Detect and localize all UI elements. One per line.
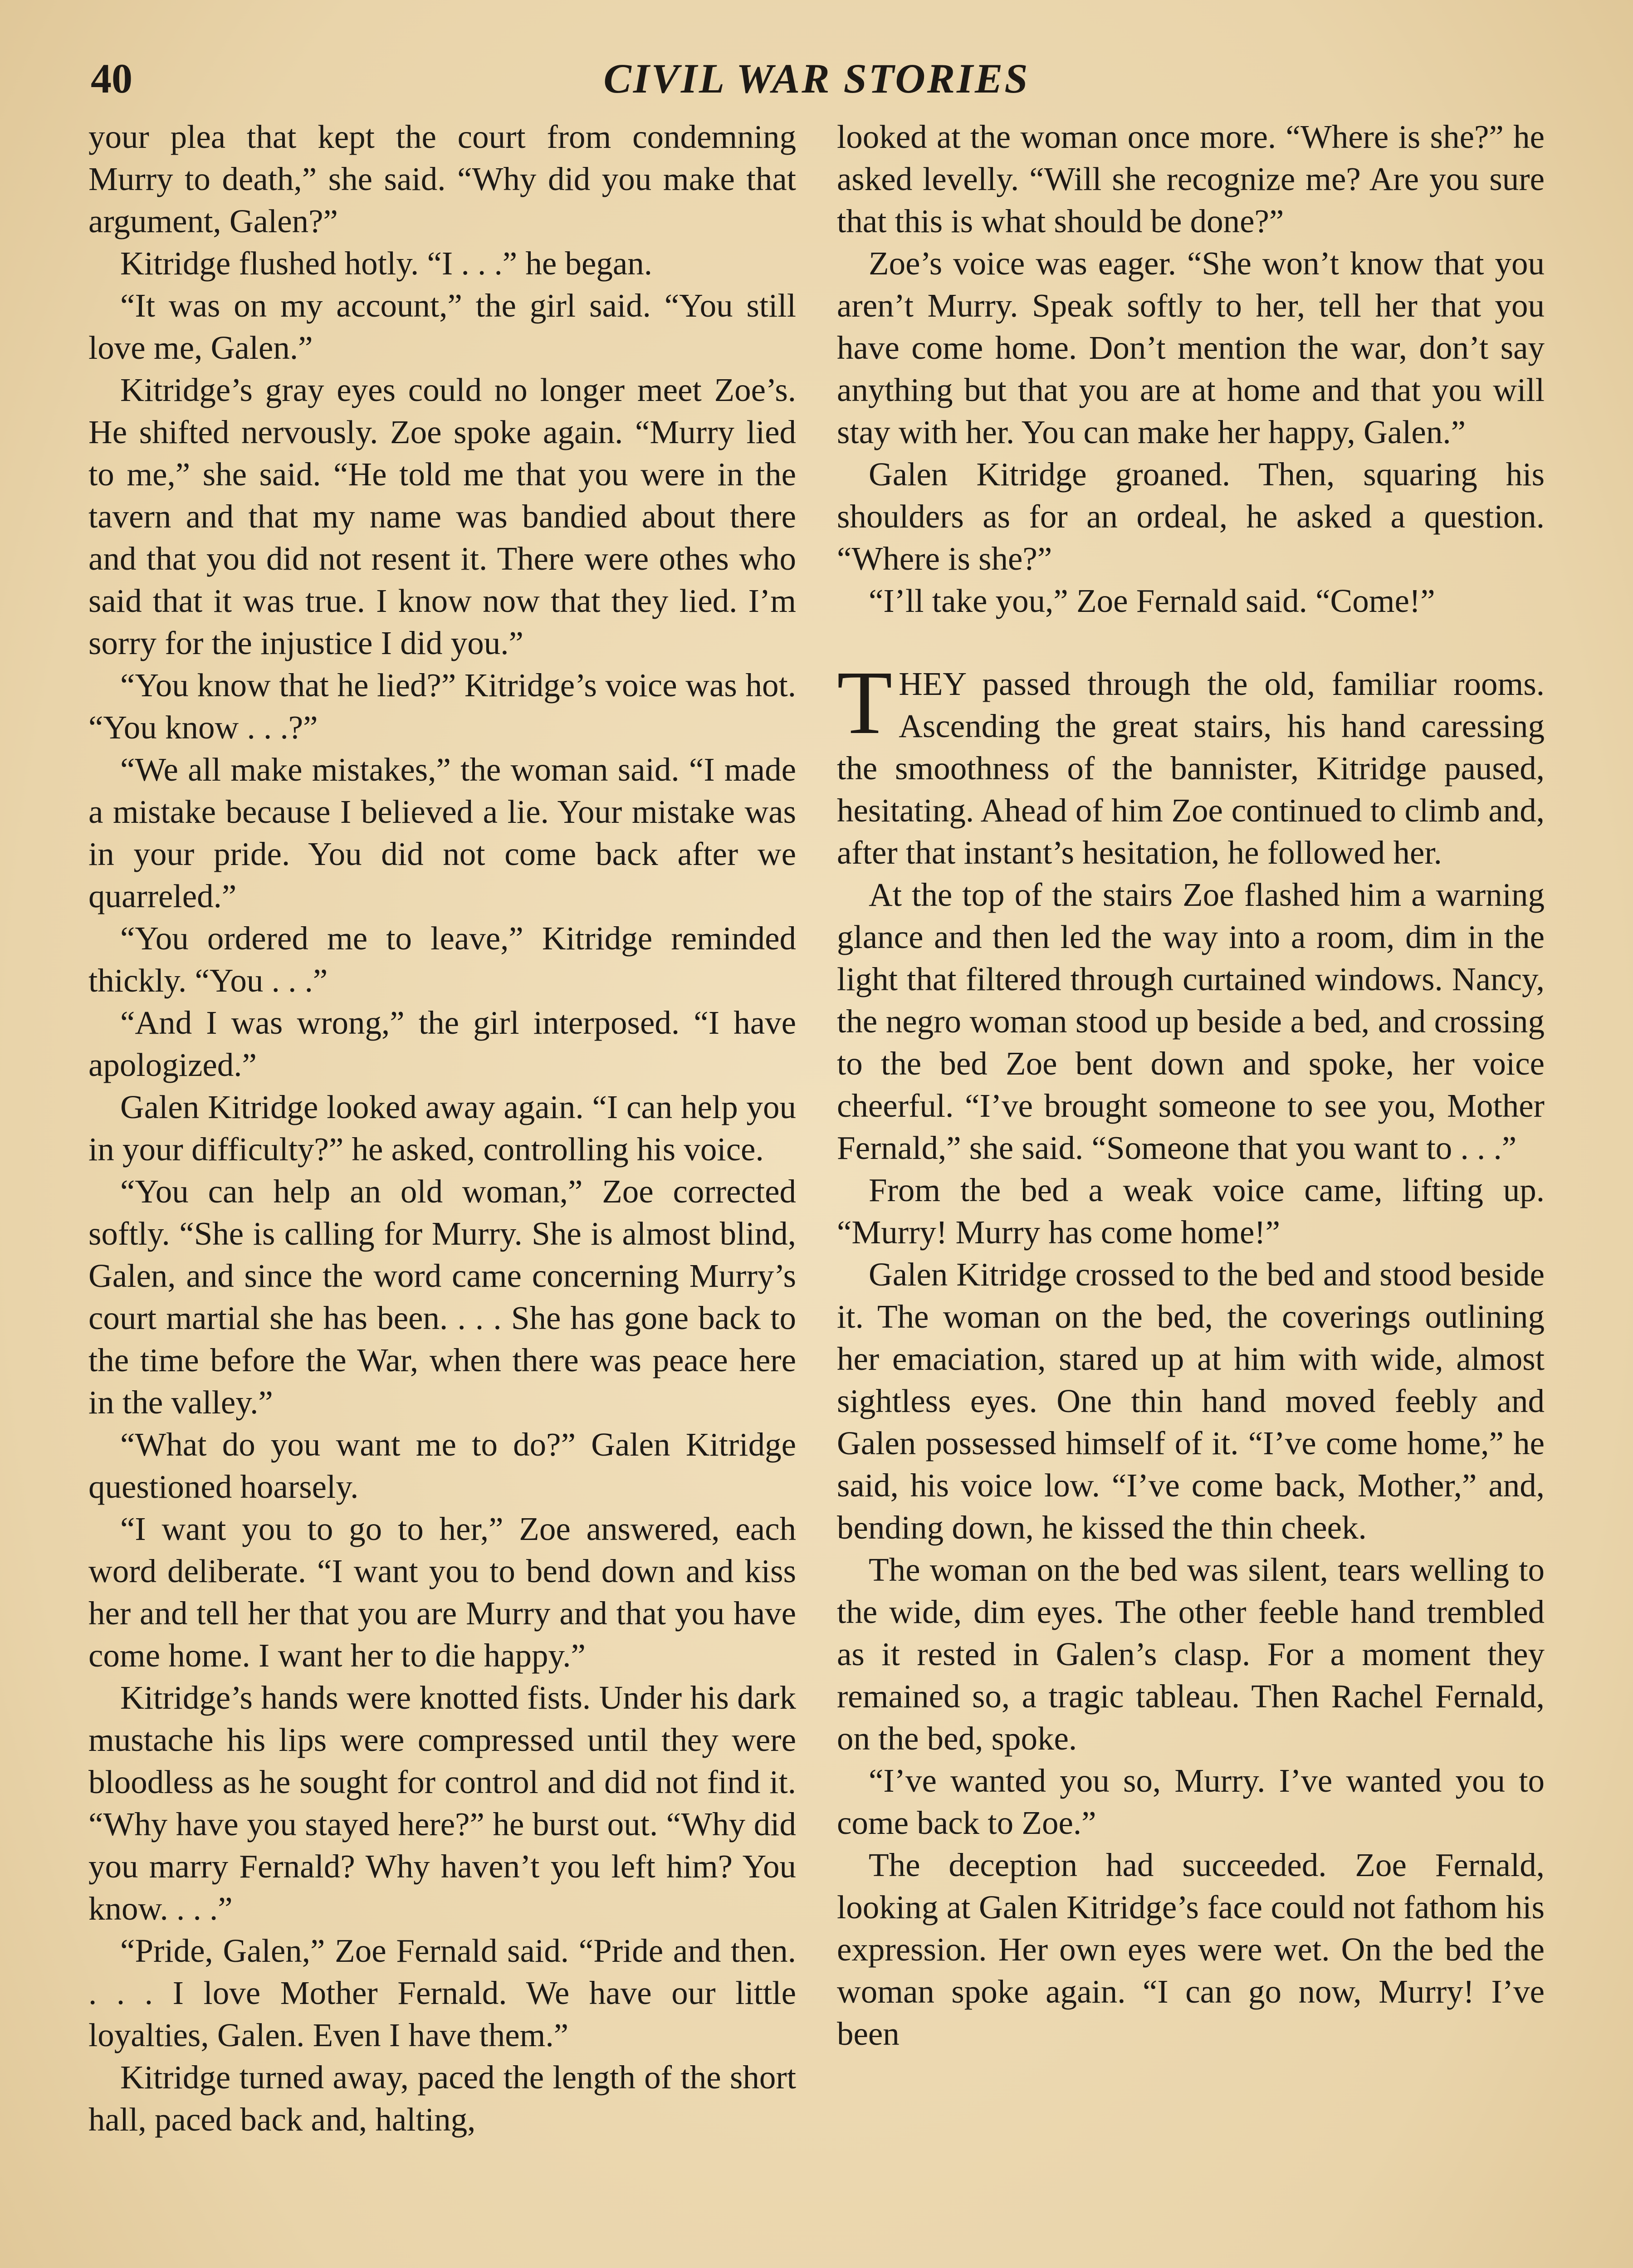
paragraph: The woman on the bed was silent, tears welling to the wide, dim eyes. The other feeble hand trembled as it rested in Galen’s clasp. For a moment they remained so, a tragic tableau. Then Rachel Fernald, on the bed, spoke. [837, 1551, 1545, 1757]
paragraph: “You ordered me to leave,” Kitridge reminded thickly. “You . . .” [88, 920, 796, 999]
paragraph: “I’ve wanted you so, Murry. I’ve wanted you to come back to Zoe.” [837, 1762, 1545, 1841]
paragraph: “It was on my account,” the girl said. “You still love me, Galen.” [88, 287, 796, 366]
paragraph: Galen Kitridge groaned. Then, squaring his shoulders as for an ordeal, he asked a question. “Where is she?” [837, 456, 1545, 577]
paragraph: Zoe’s voice was eager. “She won’t know that you aren’t Murry. Speak softly to her, tell her that you have come home. Don’t mention the war, don’t say anything but that you are at home and that you will stay with her. You can make her happy, Galen.” [837, 245, 1545, 450]
paragraph: From the bed a weak voice came, lifting up. “Murry! Murry has come home!” [837, 1172, 1545, 1251]
paragraph: “I want you to go to her,” Zoe answered, each word deliberate. “I want you to bend down and kiss her and tell her that you are Murry and that you have come home. I want her to die happy.” [88, 1510, 796, 1674]
paragraph: “We all make mistakes,” the woman said. “I made a mistake because I believed a lie. Your mistake was in your pride. You did not come back after we quarreled.” [88, 751, 796, 914]
paragraph: Galen Kitridge looked away again. “I can help you in your difficulty?” he asked, controlling his voice. [88, 1089, 796, 1168]
right-text-column [837, 116, 1545, 2055]
paragraph: “You can help an old woman,” Zoe corrected softly. “She is calling for Murry. She is almost blind, Galen, and since the word came concerning Murry’s court martial she has been. . . . She has gone back to the time before the War, when there was peace here in the valley.” [88, 1173, 796, 1421]
paragraph: Kitridge flushed hotly. “I . . .” he began. [120, 245, 653, 282]
paragraph: Kitridge turned away, paced the length of the short hall, paced back and, halting, [88, 2059, 796, 2138]
paragraph: “Pride, Galen,” Zoe Fernald said. “Pride and then. . . . I love Mother Fernald. We have our little loyalties, Galen. Even I have them.” [88, 1932, 796, 2053]
paragraph: “And I was wrong,” the girl interposed. “I have apologized.” [88, 1004, 796, 1083]
page-number: 40 [91, 55, 132, 102]
paragraph: Galen Kitridge crossed to the bed and stood beside it. The woman on the bed, the coverings outlining her emaciation, stared up at him with wide, almost sightless eyes. One thin hand moved feebly and Galen possessed himself of it. “I’ve come home,” he said, his voice low. “I’ve come back, Mother,” and, bending down, he kissed the thin cheek. [837, 1256, 1545, 1546]
left-text-column [88, 116, 796, 2141]
paragraph: Kitridge’s hands were knotted fists. Under his dark mustache his lips were compressed until they were bloodless as he sought for control and did not find it. “Why have you stayed here?” he burst out. “Why did you marry Fernald? Why haven’t you left him? You know. . . .” [88, 1679, 796, 1927]
paragraph: “You know that he lied?” Kitridge’s voice was hot. “You know . . .?” [88, 667, 796, 746]
paragraph: Kitridge’s gray eyes could no longer meet Zoe’s. He shifted nervously. Zoe spoke again. “Murry lied to me,” she said. “He told me that you were in the tavern and that my name was bandied about there and that you did not resent it. There were othes who said that it was true. I know now that they lied. I’m sorry for the injustice I did you.” [88, 371, 796, 661]
paragraph: “What do you want me to do?” Galen Kitridge questioned hoarsely. [88, 1426, 796, 1505]
section-opening-text: HEY passed through the old, familiar rooms. Ascending the great stairs, his hand caressing the smoothness of the bannister, Kitridge paused, hesitating. Ahead of him Zoe continued to climb and, after that instant’s hesitation, he followed her. [837, 665, 1545, 871]
paragraph: The deception had succeeded. Zoe Fernald, looking at Galen Kitridge’s face could not fathom his expression. Her own eyes were wet. On the bed the woman spoke again. “I can go now, Murry! I’ve been [837, 1847, 1545, 2052]
paragraph: “I’ll take you,” Zoe Fernald said. “Come!” [869, 582, 1435, 619]
paragraph: At the top of the stairs Zoe flashed him a warning glance and then led the way into a room, dim in the light that filtered through curtained windows. Nancy, the negro woman stood up beside a bed, and crossing to the bed Zoe bent down and spoke, her voice cheerful. “I’ve brought someone to see you, Mother Fernald,” she said. “Someone that you want to . . .” [837, 876, 1545, 1166]
section-opening-paragraph [837, 653, 1545, 874]
paragraph: your plea that kept the court from condemning Murry to death,” she said. “Why did you make that argument, Galen?” [88, 118, 796, 240]
running-head: CIVIL WAR STORIES [603, 55, 1030, 102]
page-header [73, 50, 1560, 113]
paragraph: looked at the woman once more. “Where is she?” he asked levelly. “Will she recognize me? Are you sure that this is what should be done?” [837, 118, 1545, 240]
drop-cap: T [837, 653, 893, 753]
